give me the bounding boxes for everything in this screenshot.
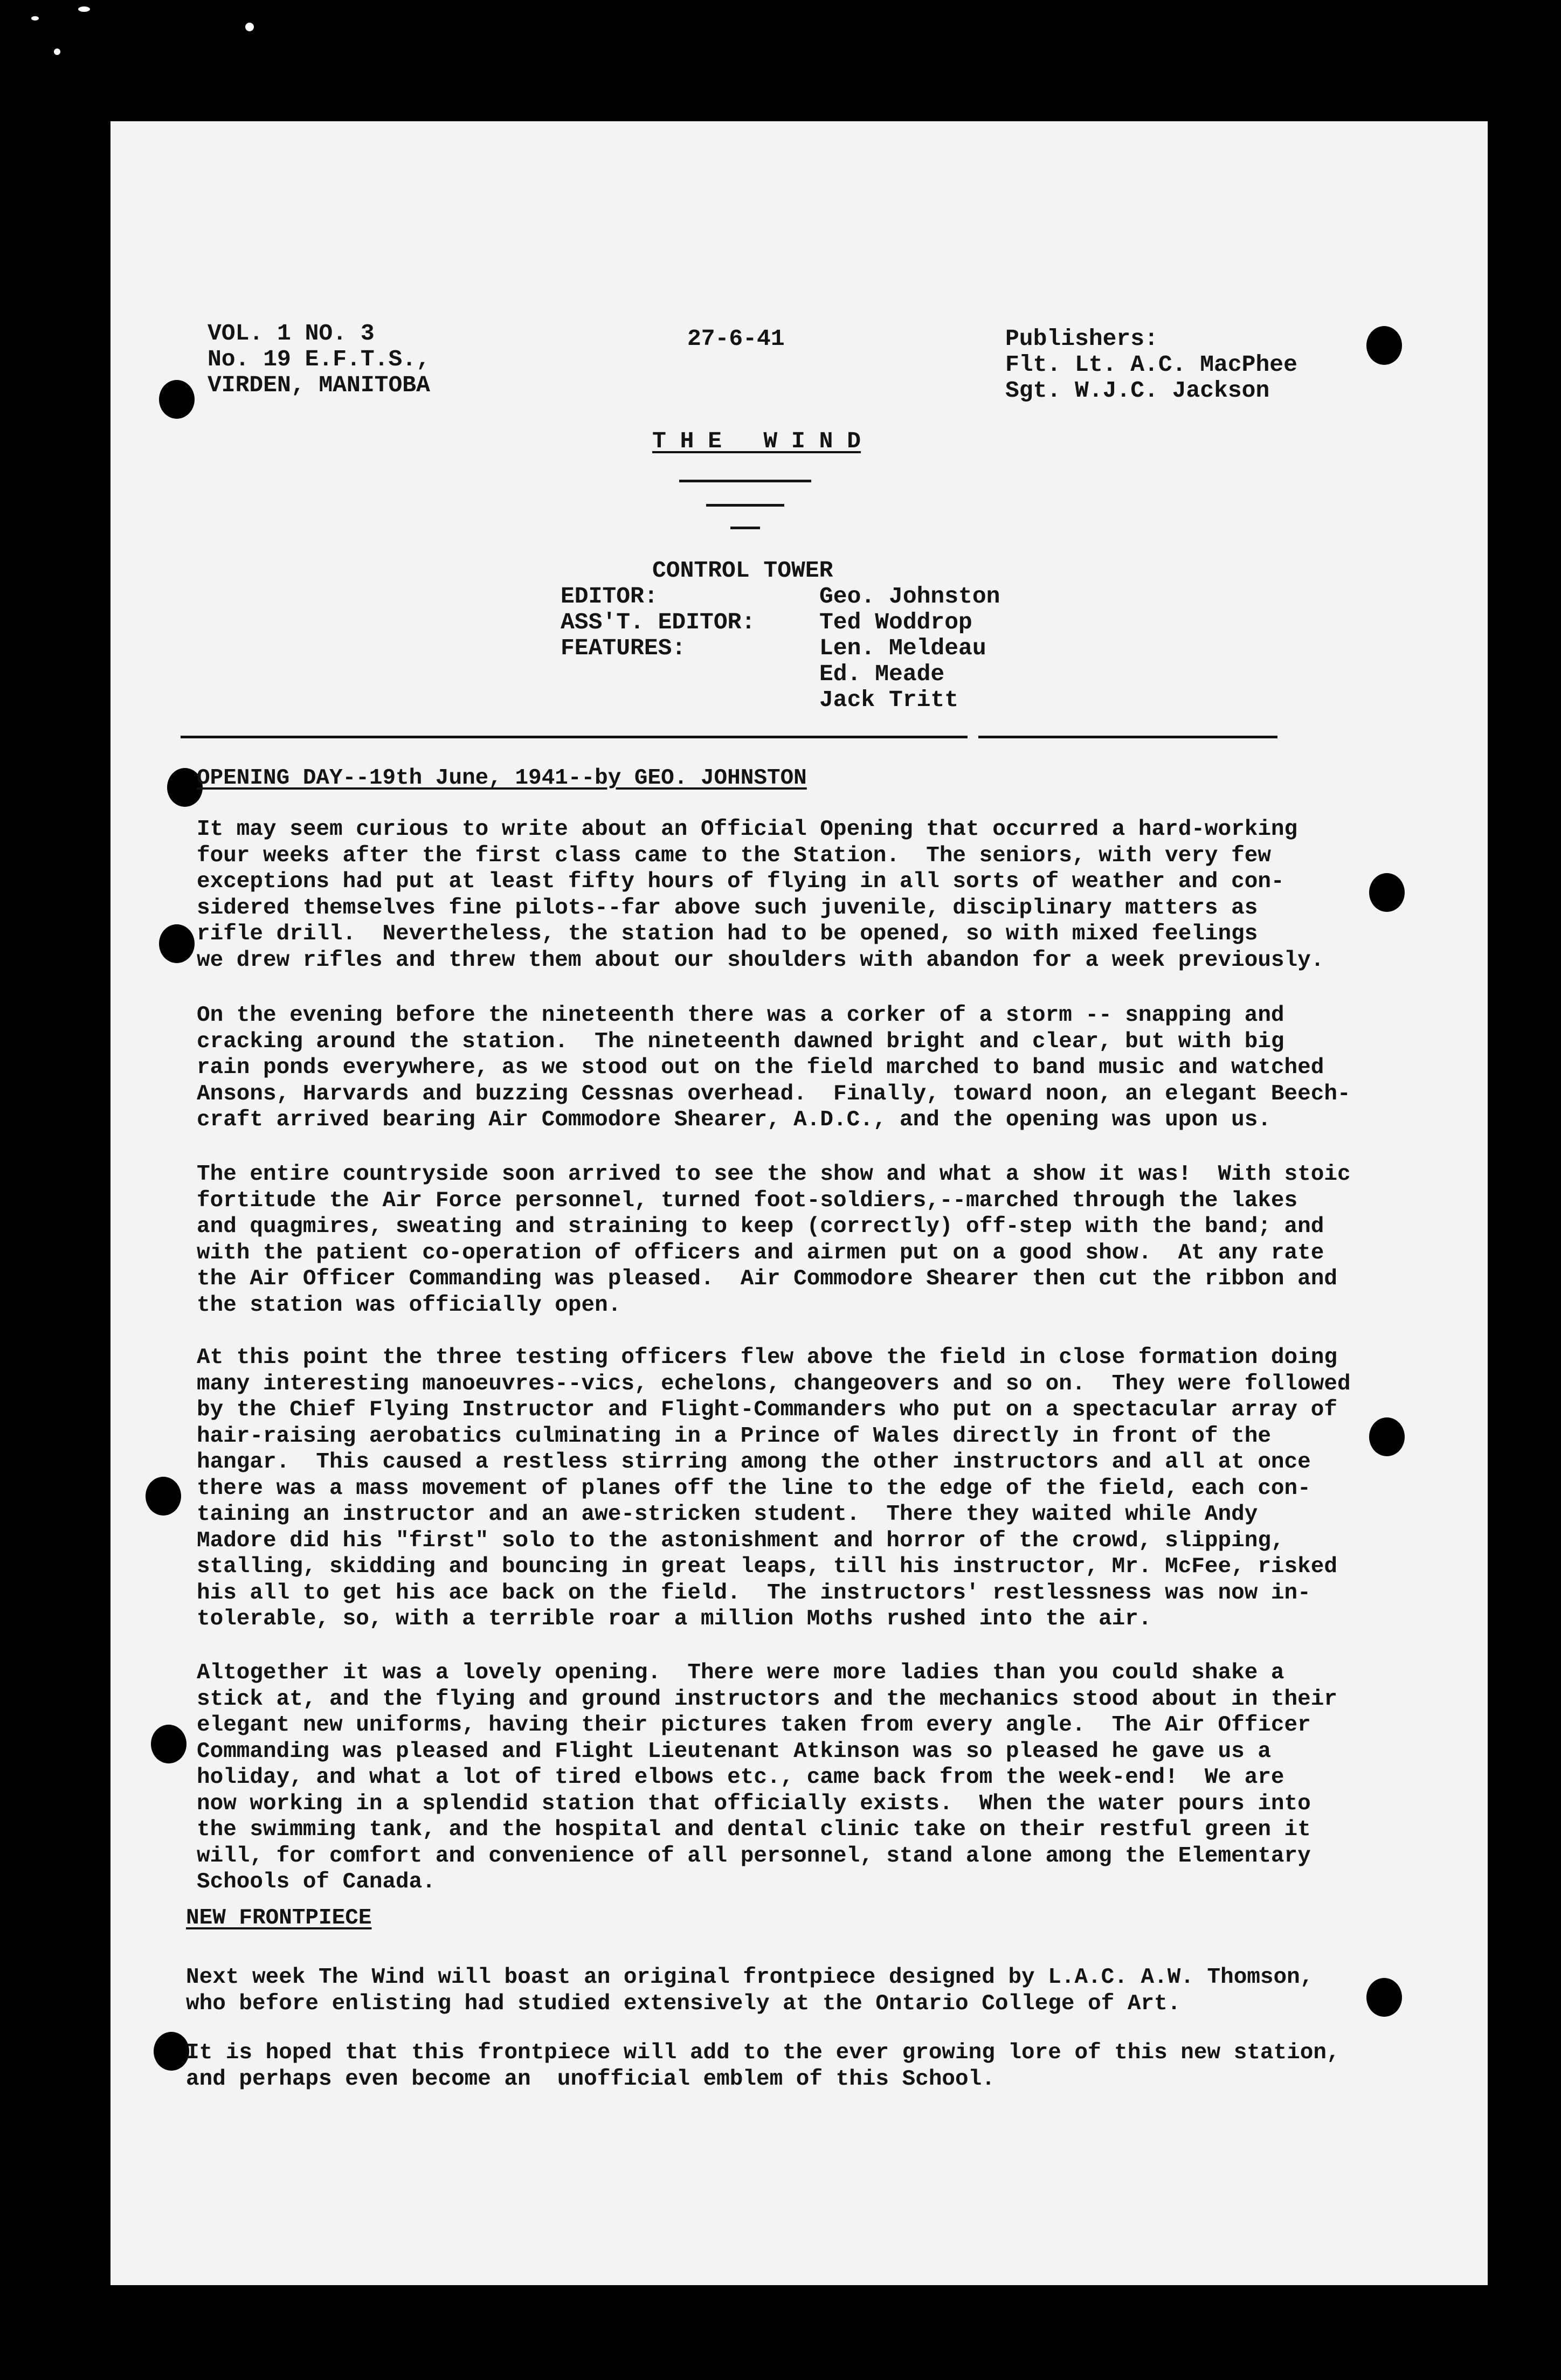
- staff-role: ASS'T. EDITOR:: [561, 609, 756, 635]
- section-rule: [181, 736, 968, 738]
- staff-role: EDITOR:: [561, 583, 658, 610]
- punch-hole: [159, 924, 195, 963]
- staff-name: Ted Woddrop: [819, 609, 972, 635]
- film-speck: [54, 49, 60, 55]
- publisher-name: Sgt. W.J.C. Jackson: [1005, 377, 1270, 404]
- punch-hole: [146, 1477, 181, 1516]
- punch-hole: [159, 380, 195, 419]
- unit-name: No. 19 E.F.T.S.,: [208, 346, 430, 372]
- newsletter-title: T H E W I N D: [652, 428, 861, 454]
- article-paragraph: Altogether it was a lovely opening. There were more ladies than you could shake a stick at, and the flying and ground instructors and the mechanics stood about in their elegant new uniforms, having their pictures taken from every angle. The Air Officer Commanding was pleased and Flight Lieutenant Atkinson was so pleased he gave us a holiday, and what a lot of tired elbows etc., came back from the week-end! We are now working in a splendid station that officially exists. When the water pours into the swimming tank, and the hospital and dental clinic take on their restful green it will, for comfort and convenience of all personnel, stand alone among the Elementary Schools of Canada.: [197, 1661, 1337, 1894]
- article-headline: OPENING DAY--19th June, 1941--by GEO. JOHNSTON: [197, 766, 807, 791]
- article-paragraph: It may seem curious to write about an Official Opening that occurred a hard-working four weeks after the first class came to the Station. The seniors, with very few exceptions had put at least fifty hours of flying in all sorts of weather and con- sidered themselves fine pilots--far above such juvenile, disciplinary matters as rifle drill. Nevertheless, the station had to be opened, so with mixed feelings we drew rifles and threw them about our shoulders with abandon for a week previously.: [197, 817, 1324, 973]
- article-paragraph: It is hoped that this frontpiece will add to the ever growing lore of this new station, and perhaps even become an unofficial emblem of this School.: [186, 2040, 1340, 2092]
- issue-date: 27-6-41: [687, 326, 785, 352]
- article-paragraph: Next week The Wind will boast an original frontpiece designed by L.A.C. A.W. Thomson, who before enlisting had studied extensively at the Ontario College of Art.: [186, 1965, 1314, 2016]
- staff-heading: CONTROL TOWER: [652, 557, 833, 584]
- article-paragraph: The entire countryside soon arrived to see the show and what a show it was! With stoic fortitude the Air Force personnel, turned foot-soldiers,--marched through the lakes and quagmires, sweating and straining to keep (correctly) off-step with the band; and with the patient co-operation of officers and airmen put on a good show. At any rate the Air Officer Commanding was pleased. Air Commodore Shearer then cut the ribbon and the station was officially open.: [197, 1162, 1351, 1318]
- staff-name: Jack Tritt: [819, 687, 959, 713]
- title-rule: [706, 504, 784, 507]
- staff-name: Geo. Johnston: [819, 583, 1000, 610]
- film-speck: [31, 16, 39, 20]
- location: VIRDEN, MANITOBA: [208, 372, 430, 398]
- article-paragraph: On the evening before the nineteenth there was a corker of a storm -- snapping and cracking around the station. The nineteenth dawned bright and clear, but with big rain ponds everywhere, as we stood out on the field marched to band music and watched Ansons, Harvards and buzzing Cessnas overhead. Finally, toward noon, an elegant Beech- craft arrived bearing Air Commodore Shearer, A.D.C., and the opening was upon us.: [197, 1003, 1351, 1132]
- punch-hole: [151, 1725, 187, 1763]
- publishers-label: Publishers:: [1005, 326, 1158, 352]
- article-headline: NEW FRONTPIECE: [186, 1906, 372, 1931]
- title-rule: [679, 480, 811, 482]
- article-paragraph: At this point the three testing officers flew above the field in close formation doing many interesting manoeuvres--vics, echelons, changeovers and so on. They were followed by the Chief Flying Instructor and Flight-Commanders who put on a spectacular array of hair-raising aerobatics culminating in a Prince of Wales directly in front of the hangar. This caused a restless stirring among the other instructors and all at once there was a mass movement of planes off the line to the edge of the field, each con- taining an instructor and an awe-stricken student. There they waited while Andy Madore did his "first" solo to the astonishment and horror of the crowd, slipping, stalling, skidding and bouncing in great leaps, till his instructor, Mr. McFee, risked his all to get his ace back on the field. The instructors' restlessness was now in- tolerable, so, with a terrible roar a million Moths rushed into the air.: [197, 1345, 1351, 1631]
- newsletter-page: [110, 121, 1488, 2285]
- punch-hole: [1366, 326, 1402, 365]
- staff-role: FEATURES:: [561, 635, 686, 661]
- punch-hole: [154, 2032, 189, 2071]
- title-rule: [730, 527, 760, 529]
- section-rule: [978, 736, 1277, 738]
- staff-name: Len. Meldeau: [819, 635, 986, 661]
- staff-name: Ed. Meade: [819, 661, 945, 687]
- film-speck: [245, 23, 254, 31]
- volume-number: VOL. 1 NO. 3: [208, 320, 375, 347]
- film-speck: [78, 6, 90, 12]
- publisher-name: Flt. Lt. A.C. MacPhee: [1005, 351, 1297, 378]
